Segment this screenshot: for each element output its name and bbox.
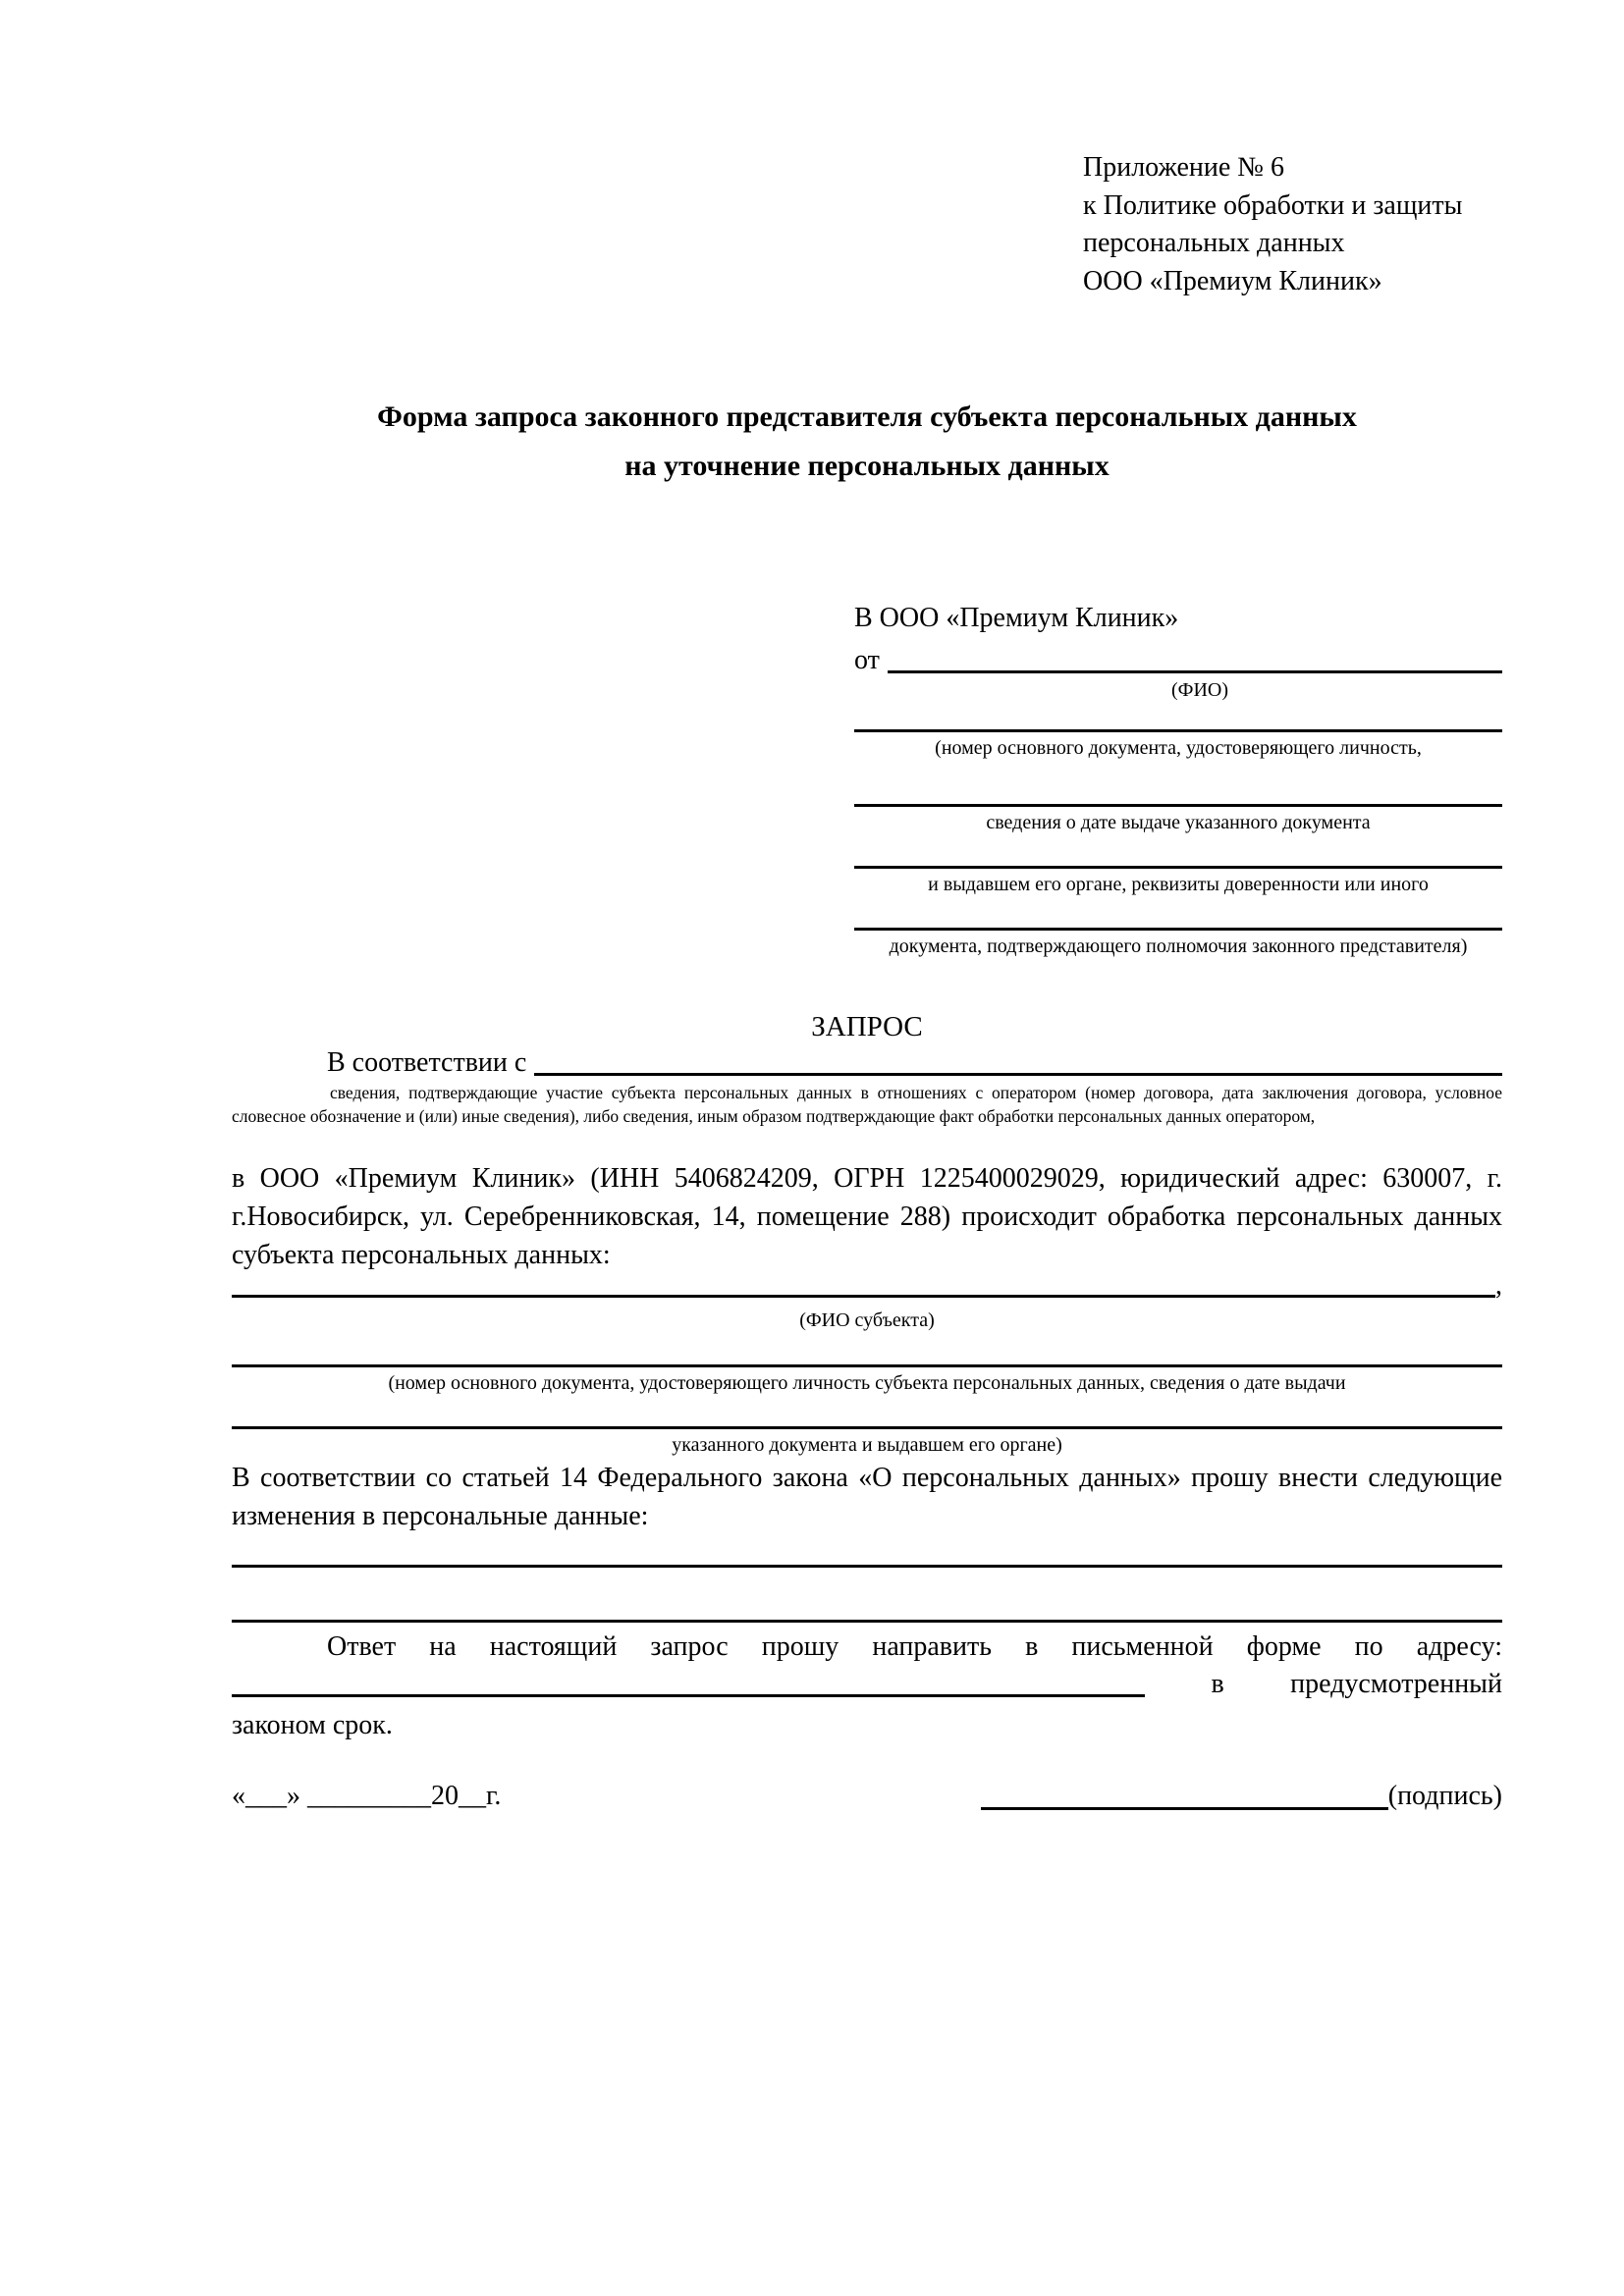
subject-doc-caption-1: (номер основного документа, удостоверяющего личность субъекта персональных данных, сведения о дате выдачи bbox=[388, 1372, 1346, 1394]
accordance-footnote: сведения, подтверждающие участие субъекта персональных данных в отношениях с оператором (номер договора, дата заключения договора, условное словесное обозначение и (или) иные сведения), либо сведения, иным образом подтверждающие факт обработки персональных данных оператором, bbox=[232, 1083, 1502, 1126]
appendix-line: персональных данных bbox=[1083, 228, 1345, 258]
from-label: от bbox=[854, 645, 880, 675]
appendix-line: к Политике обработки и защиты bbox=[1083, 189, 1463, 221]
changes-field-line bbox=[232, 1620, 1502, 1623]
subject-doc-field-line bbox=[232, 1426, 1502, 1429]
representative-doc-field-line bbox=[854, 866, 1502, 869]
date-signature-row bbox=[232, 1775, 1502, 1814]
appendix-line: ООО «Премиум Клиник» bbox=[1083, 265, 1382, 296]
accordance-lead: В соответствии с bbox=[327, 1047, 527, 1078]
answer-tail: законом срок. bbox=[232, 1710, 393, 1740]
representative-doc-caption: и выдавшем его органе, реквизиты доверенности или иного bbox=[928, 874, 1429, 895]
representative-doc-caption: документа, подтверждающего полномочия законного представителя) bbox=[889, 935, 1468, 957]
law-paragraph: В соответствии со статьей 14 Федерального закона «О персональных данных» прошу внести следующие изменения в персональные данные: bbox=[232, 1463, 1502, 1531]
accordance-row bbox=[232, 1042, 1502, 1080]
subject-doc-caption-2: указанного документа и выдавшем его органе) bbox=[672, 1434, 1062, 1456]
addressee-organization: В ООО «Премиум Клиник» bbox=[854, 603, 1179, 633]
request-heading: ЗАПРОС bbox=[811, 1011, 923, 1042]
date-blank: «___» _________20__г. bbox=[232, 1781, 502, 1811]
signature-block bbox=[981, 1779, 1502, 1814]
subject-line-comma: , bbox=[1495, 1270, 1502, 1301]
representative-doc-field-line bbox=[854, 729, 1502, 732]
answer-word-in: в bbox=[1211, 1669, 1224, 1699]
appendix-note bbox=[1083, 149, 1520, 300]
subject-fio-caption: (ФИО субъекта) bbox=[799, 1309, 935, 1331]
answer-address-field-line bbox=[232, 1694, 1145, 1697]
answer-word-stipulated: предусмотренный bbox=[1290, 1669, 1502, 1699]
signature-field-line bbox=[981, 1807, 1388, 1810]
page-title-line-2: на уточнение персональных данных bbox=[624, 450, 1110, 482]
operator-paragraph: в ООО «Премиум Клиник» (ИНН 5406824209, ОГРН 1225400029029, юридический адрес: 630007, г. г.Новосибирск, ул. Серебренниковская, 14, помещение 288) происходит обработка персональных данных субъекта персональных данных: bbox=[232, 1163, 1502, 1270]
changes-field-line bbox=[232, 1565, 1502, 1568]
representative-doc-field-line bbox=[854, 804, 1502, 807]
from-fio-field-line bbox=[888, 670, 1502, 673]
subject-fio-row bbox=[232, 1272, 1502, 1302]
fio-caption: (ФИО) bbox=[1170, 679, 1228, 701]
answer-address-row bbox=[232, 1666, 1502, 1701]
page-title bbox=[232, 393, 1502, 491]
representative-doc-caption: (номер основного документа, удостоверяющего личность, bbox=[935, 737, 1422, 759]
representative-doc-caption: сведения о дате выдаче указанного документа bbox=[986, 812, 1371, 833]
representative-doc-field-line bbox=[854, 928, 1502, 931]
subject-doc-field-line bbox=[232, 1364, 1502, 1367]
from-row bbox=[854, 638, 1502, 677]
addressee-block bbox=[854, 599, 1502, 959]
subject-fio-field-line bbox=[232, 1295, 1495, 1298]
accordance-field-line bbox=[534, 1073, 1502, 1076]
signature-caption: (подпись) bbox=[1387, 1781, 1502, 1811]
page-title-line-1: Форма запроса законного представителя субъекта персональных данных bbox=[377, 400, 1357, 433]
appendix-line: Приложение № 6 bbox=[1083, 152, 1284, 183]
answer-lead: Ответ на настоящий запрос прошу направить в письменной форме по адресу: bbox=[327, 1631, 1502, 1662]
